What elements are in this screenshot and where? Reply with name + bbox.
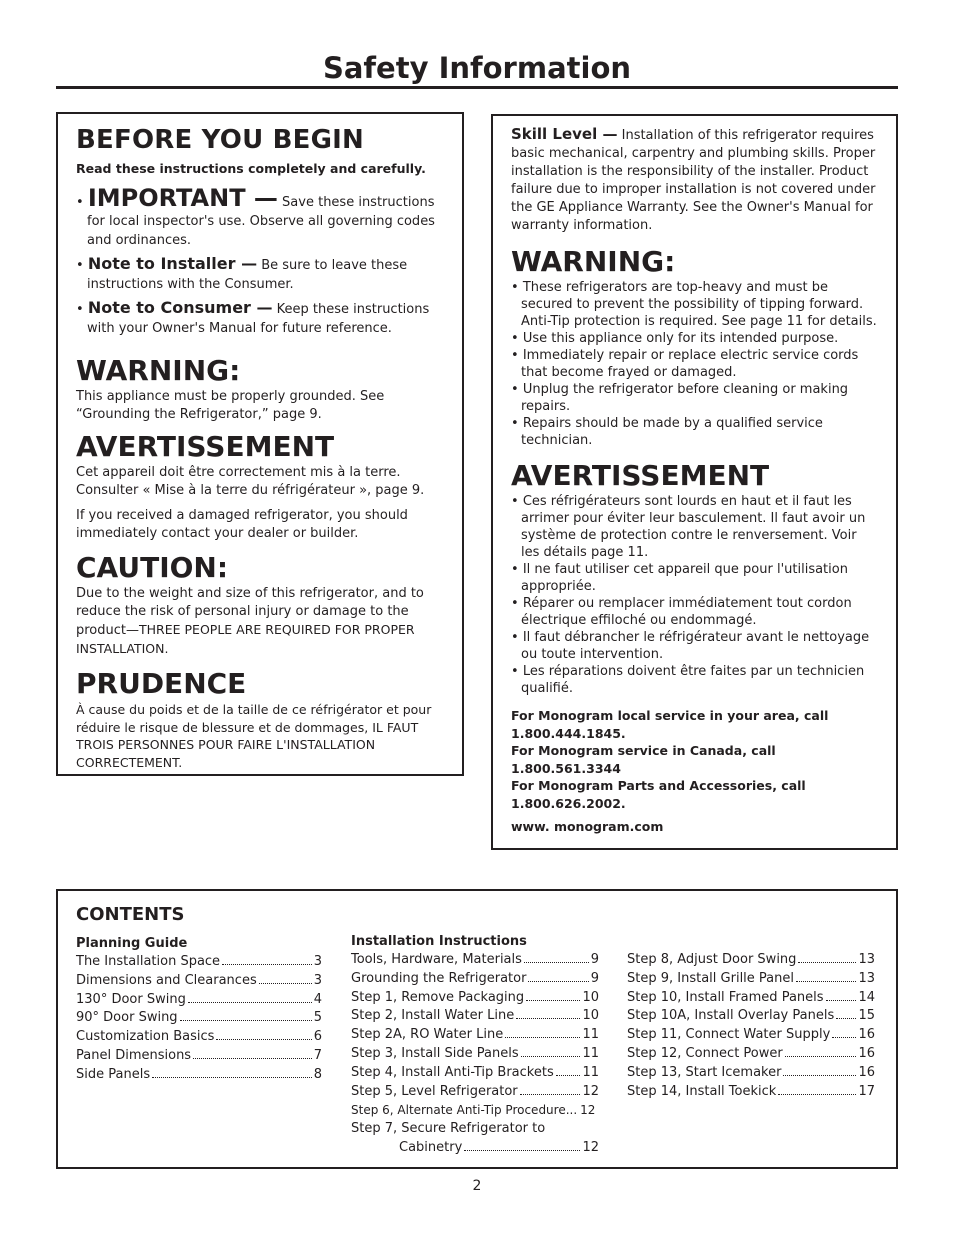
toc-entry[interactable]: The Installation Space 3 xyxy=(76,954,322,969)
installation-list xyxy=(351,951,599,1158)
consumer-label: Note to Consumer — xyxy=(87,298,273,317)
before-you-begin-box xyxy=(56,112,464,776)
installation-heading: Installation Instructions xyxy=(351,934,527,949)
toc-entry[interactable]: Grounding the Refrigerator 9 xyxy=(351,970,599,986)
important-label: IMPORTANT — xyxy=(87,184,278,212)
page-title: Safety Information xyxy=(322,51,632,85)
caution-text: Due to the weight and size of this refrigerator, and to reduce the risk of personal injury or damage to the product— xyxy=(76,586,424,638)
contents-box xyxy=(56,889,898,1169)
toc-entry[interactable]: 90° Door Swing 5 xyxy=(76,1010,322,1026)
warning-item: • Repairs should be made by a qualified service technician. xyxy=(511,416,823,448)
prudence-paragraph xyxy=(76,701,444,771)
before-you-begin-heading: BEFORE YOU BEGIN xyxy=(76,125,364,155)
installer-item: • Note to Installer — Be sure to leave these instructions with the Consumer. xyxy=(76,254,408,292)
toc-entry[interactable]: Step 2, Install Water Line 10 xyxy=(351,1008,599,1024)
warning-item: • Unplug the refrigerator before cleaning or making repairs. xyxy=(511,382,849,414)
important-text: Save these instructions for local inspector's use. Observe all governing codes and ordinances. xyxy=(87,195,435,248)
skill-warning-box xyxy=(491,114,898,850)
skill-level-paragraph xyxy=(511,125,878,235)
toc-entry[interactable]: Step 13, Start Icemaker 16 xyxy=(627,1064,875,1080)
contact-parts: For Monogram Parts and Accessories, call 1.800.626.2002. xyxy=(511,778,806,811)
intro-text: Read these instructions completely and carefully. xyxy=(76,161,426,176)
planning-guide-list xyxy=(76,953,322,1085)
avertissement-text: Cet appareil doit être correctement mis à la terre. Consulter « Mise à la terre du réfrigérateur », page 9. xyxy=(76,465,425,498)
title-rule xyxy=(56,86,898,89)
installer-label: Note to Installer — xyxy=(87,254,258,273)
consumer-text: Keep these instructions with your Owner's Manual for future reference. xyxy=(87,302,430,336)
caution-heading: CAUTION: xyxy=(76,551,229,584)
toc-entry[interactable]: Step 9, Install Grille Panel 13 xyxy=(627,970,875,986)
contact-local-service: For Monogram local service in your area, call 1.800.444.1845. xyxy=(511,708,829,741)
website-link[interactable]: www. monogram.com xyxy=(511,819,664,834)
warning-heading-right: WARNING: xyxy=(511,245,676,278)
planning-guide-column xyxy=(76,935,322,1085)
toc-entry[interactable]: Step 14, Install Toekick 17 xyxy=(627,1083,875,1099)
important-item: • IMPORTANT — Save these instructions for local inspector's use. Observe all governing codes and ordinances. xyxy=(76,184,435,248)
toc-entry[interactable]: Panel Dimensions 7 xyxy=(76,1047,322,1063)
planning-guide-heading: Planning Guide xyxy=(76,936,188,951)
contents-heading: CONTENTS xyxy=(76,904,185,925)
toc-entry[interactable]: Step 10A, Install Overlay Panels 15 xyxy=(627,1008,875,1024)
avertissement-item: • Réparer ou remplacer immédiatement tout cordon électrique effiloché ou endommagé. xyxy=(511,596,852,628)
toc-entry[interactable]: Dimensions and Clearances 3 xyxy=(76,972,322,988)
caution-caps: THREE PEOPLE ARE REQUIRED FOR PROPER INSTALLATION. xyxy=(76,622,415,656)
toc-entry[interactable]: Step 3, Install Side Panels 11 xyxy=(351,1045,599,1061)
warning-item: • Immediately repair or replace electric service cords that become frayed or damaged. xyxy=(511,348,859,380)
damaged-text: If you received a damaged refrigerator, you should immediately contact your dealer or builder. xyxy=(76,508,408,541)
toc-entry[interactable]: Step 12, Connect Power 16 xyxy=(627,1045,875,1061)
avertissement-heading-right: AVERTISSEMENT xyxy=(511,459,770,492)
contact-canada-service: For Monogram service in Canada, call 1.800.561.3344 xyxy=(511,743,776,776)
avertissement-item: • Ces réfrigérateurs sont lourds en haut et il faut les arrimer pour éviter leur basculement. Il faut avoir un système de protection contre le renversement. Voir les détails page 11. xyxy=(511,494,866,560)
warning-item: • These refrigerators are top-heavy and must be secured to prevent the possibility of tipping forward. Anti-Tip protection is required. See page 11 for details. xyxy=(511,280,877,329)
avertissement-heading: AVERTISSEMENT xyxy=(76,430,335,463)
toc-entry-step7-line2[interactable]: Cabinetry 12 xyxy=(399,1139,599,1155)
toc-entry[interactable]: Step 5, Level Refrigerator 12 xyxy=(351,1083,599,1099)
prudence-caps: IL FAUT TROIS PERSONNES POUR FAIRE L'INSTALLATION CORRECTEMENT. xyxy=(76,719,419,770)
consumer-item: • Note to Consumer — Keep these instructions with your Owner's Manual for future reference. xyxy=(76,298,430,336)
toc-entry[interactable]: Step 6, Alternate Anti-Tip Procedure... 12 xyxy=(351,1103,596,1118)
skill-level-text: Installation of this refrigerator requires basic mechanical, carpentry and plumbing skills. Proper installation is the responsibility of the installer. Product failure due to improper installation is not covered under the GE Appliance Warranty. See the Owner's Manual for warranty information. xyxy=(511,128,876,233)
avertissement-item: • Les réparations doivent être faites par un technicien qualifié. xyxy=(511,664,865,696)
installer-text: Be sure to leave these instructions with the Consumer. xyxy=(87,258,408,292)
steps-list xyxy=(627,951,875,1101)
avertissement-item: • Il ne faut utiliser cet appareil que pour l'utilisation appropriée. xyxy=(511,562,848,594)
warning-list xyxy=(511,279,878,449)
avertissement-list xyxy=(511,493,878,697)
toc-entry[interactable]: Step 2A, RO Water Line 11 xyxy=(351,1027,599,1043)
steps-column xyxy=(627,951,875,1101)
toc-entry[interactable]: Step 11, Connect Water Supply 16 xyxy=(627,1027,875,1043)
toc-entry[interactable]: Tools, Hardware, Materials 9 xyxy=(351,952,599,967)
toc-entry[interactable]: Customization Basics 6 xyxy=(76,1029,322,1045)
installation-column xyxy=(351,933,599,1158)
toc-entry[interactable]: Side Panels 8 xyxy=(76,1066,322,1082)
warning-item: • Use this appliance only for its intended purpose. xyxy=(511,331,839,346)
skill-level-label: Skill Level — xyxy=(511,125,618,143)
caution-paragraph xyxy=(76,585,444,659)
toc-entry[interactable]: Step 4, Install Anti-Tip Brackets 11 xyxy=(351,1064,599,1080)
toc-entry[interactable]: 130° Door Swing 4 xyxy=(76,991,322,1007)
toc-entry[interactable]: Step 8, Adjust Door Swing 13 xyxy=(627,952,875,967)
toc-entry[interactable]: Step 10, Install Framed Panels 14 xyxy=(627,989,875,1005)
toc-entry-step7-line1[interactable]: Step 7, Secure Refrigerator to xyxy=(351,1121,546,1137)
prudence-heading: PRUDENCE xyxy=(76,667,247,700)
warning-text: This appliance must be properly grounded. See “Grounding the Refrigerator,” page 9. xyxy=(76,389,385,422)
warning-heading: WARNING: xyxy=(76,354,241,387)
avertissement-item: • Il faut débrancher le réfrigérateur avant le nettoyage ou toute intervention. xyxy=(511,630,870,662)
prudence-text: À cause du poids et de la taille de ce réfrigérator et pour réduire le risque de blessure et de dommages, xyxy=(76,702,432,735)
page-number: 2 xyxy=(472,1178,482,1194)
toc-entry[interactable]: Step 1, Remove Packaging 10 xyxy=(351,989,599,1005)
